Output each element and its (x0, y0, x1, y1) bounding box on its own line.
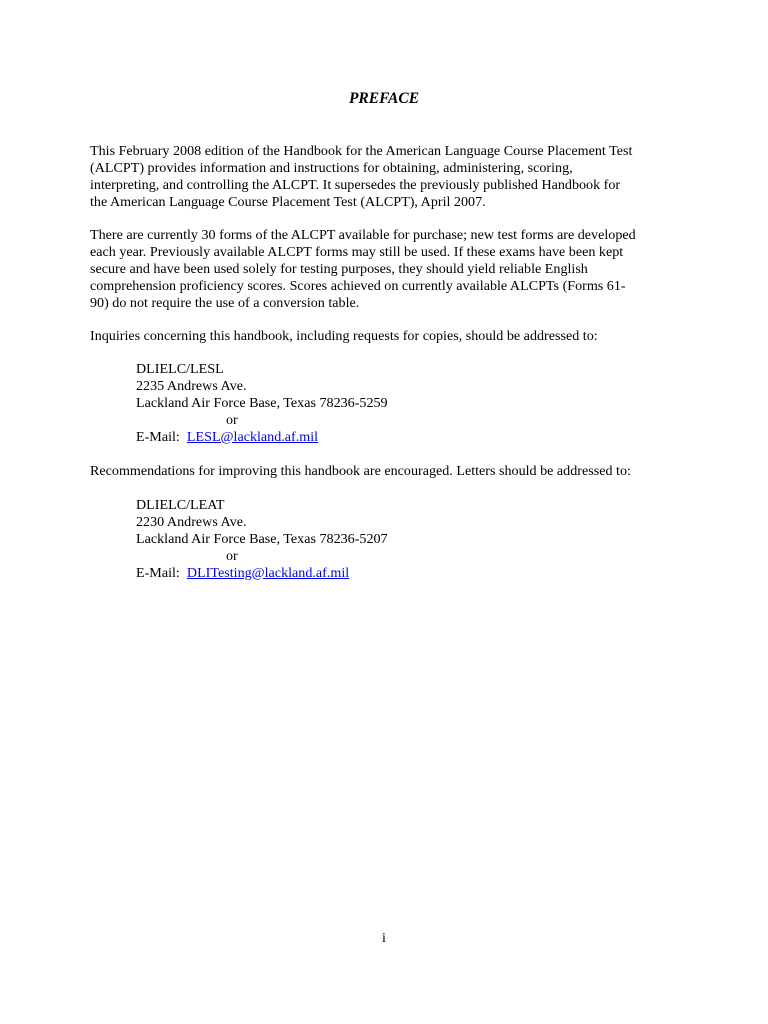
address-org: DLIELC/LESL (136, 361, 224, 377)
address-or: or (226, 411, 238, 428)
preface-paragraph-recommendations: Recommendations for improving this handbook are encouraged. Letters should be addressed to: (90, 463, 631, 479)
address-or: or (226, 547, 238, 564)
address-email-line (136, 429, 596, 446)
address-street: 2230 Andrews Ave. (136, 513, 247, 530)
email-label: E-Mail: (136, 428, 180, 445)
page-title: PREFACE (348, 90, 420, 107)
address-city: Lackland Air Force Base, Texas 78236-5207 (136, 530, 388, 547)
address-city: Lackland Air Force Base, Texas 78236-5259 (136, 394, 388, 411)
email-link-dlitesting[interactable]: DLITesting@lackland.af.mil (186, 564, 350, 581)
address-org: DLIELC/LEAT (136, 497, 225, 513)
address-block-leat (136, 497, 596, 582)
preface-paragraph-forms: There are currently 30 forms of the ALCPT available for purchase; new test forms are developed each year. Previously available ALCPT forms may still be used. If these exams have been kept secure and have been used solely for testing purposes, they should yield reliable English comprehension proficiency scores. Scores achieved on currently available ALCPTs (Forms 61- 90) do not require the use of a conversion table. (90, 227, 636, 311)
preface-paragraph-edition: This February 2008 edition of the Handbook for the American Language Course Placement Test (ALCPT) provides information and instructions for obtaining, administering, scoring, interpreting, and controlling the ALCPT. It supersedes the previously published Handbook for the American Language Course Placement Test (ALCPT), April 2007. (90, 143, 633, 210)
address-street: 2235 Andrews Ave. (136, 377, 247, 394)
preface-paragraph-inquiries: Inquiries concerning this handbook, including requests for copies, should be addressed to: (90, 328, 598, 344)
address-email-line (136, 565, 596, 582)
email-label: E-Mail: (136, 564, 180, 581)
page-number: i (382, 930, 386, 946)
address-block-lesl (136, 361, 596, 446)
email-link-lesl[interactable]: LESL@lackland.af.mil (186, 428, 319, 445)
